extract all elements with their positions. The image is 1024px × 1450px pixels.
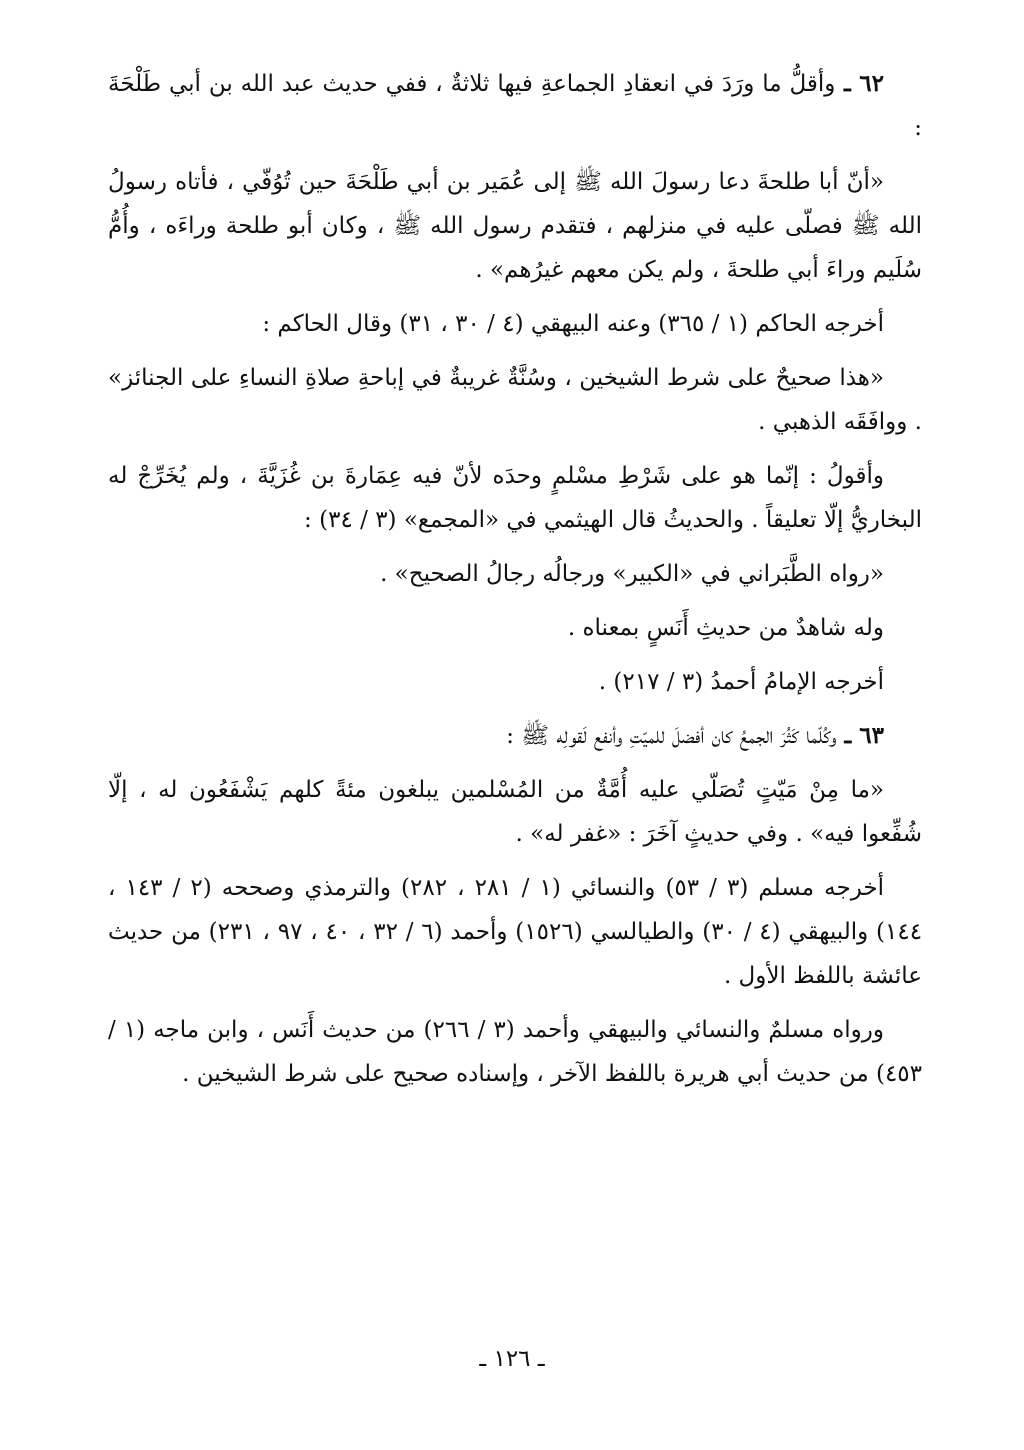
citation-paragraph: [108, 1008, 922, 1096]
page-body: [108, 62, 922, 1096]
paragraph-text: ورواه مسلمٌ والنسائي والبيهقي وأحمد (٣ / ٢٦٦) من حديث أَنَس ، وابن ماجه (١ / ٤٥٣) من حديث أبي هريرة باللفظ الآخر ، وإسناده صحيح على شرط الشيخين .: [108, 1017, 922, 1087]
section-number: ٦٣ ـ: [836, 722, 884, 749]
hadith-quote: [108, 768, 922, 856]
citation-paragraph: [108, 660, 922, 704]
paragraph-text: وله شاهدٌ من حديثِ أَنَسٍ بمعناه .: [567, 615, 884, 641]
haythami-quote: [108, 552, 922, 596]
paragraph-text: أخرجه الإمامُ أحمدُ (٣ / ٢١٧) .: [598, 669, 884, 695]
hakim-quote: [108, 356, 922, 444]
paragraph-text: «ما مِنْ مَيّتٍ تُصَلّي عليه أُمَّةٌ من المُسْلمين يبلغون مئةً كلهم يَشْفَعُون له ، إلّا شُفِّعوا فيه» . وفي حديثٍ آخَرَ : «غفر له» .: [108, 777, 922, 847]
paragraph-text: «أنّ أبا طلحةَ دعا رسولَ الله ﷺ إلى عُمَير بن أبي طَلْحَةَ حين تُوُفّي ، فأتاه رسولُ الله ﷺ فصلّى عليه في منزلهم ، فتقدم رسول الله ﷺ ، وكان أبو طلحة وراءَه ، وأُمُّ سُلَيم وراءَ أبي طلحةَ ، ولم يكن معهم غيرُهم» .: [108, 169, 922, 283]
citation-paragraph: [108, 866, 922, 998]
section-number: ٦٢ ـ: [835, 70, 884, 97]
witness-paragraph: [108, 606, 922, 650]
paragraph-text: وأقلُّ ما ورَدَ في انعقادِ الجماعةِ فيها ثلاثةٌ ، ففي حديث عبد الله بن أبي طَلْحَةَ :: [108, 71, 922, 141]
paragraph-text: أخرجه الحاكم (١ / ٣٦٥) وعنه البيهقي (٤ / ٣٠ ، ٣١) وقال الحاكم :: [262, 311, 884, 337]
page-number: ـ ١٢٦ ـ: [479, 1346, 545, 1372]
paragraph-text: أخرجه مسلم (٣ / ٥٣) والنسائي (١ / ٢٨١ ، ٢٨٢) والترمذي وصححه (٢ / ١٤٣ ، ١٤٤) والبيهقي (٤ / ٣٠) والطيالسي (١٥٢٦) وأحمد (٦ / ٣٢ ، ٤٠ ، ٩٧ ، ٢٣١) من حديث عائشة باللفظ الأول .: [108, 875, 923, 989]
hadith-quote: [108, 160, 922, 292]
paragraph-text: وكُلّما كَثُرَ الجمعُ كان أفضلَ للميّتِ وأنفع لَقولِه ﷺ :: [506, 723, 837, 749]
author-comment: [108, 454, 922, 542]
citation-paragraph: [108, 302, 922, 346]
paragraph-text: «هذا صحيحٌ على شرط الشيخين ، وسُنَّةٌ غريبةٌ في إباحةِ صلاةِ النساءِ على الجنائز» . ووافَقَه الذهبي .: [108, 365, 922, 435]
paragraph-62: [108, 62, 922, 150]
paragraph-63: [108, 714, 922, 758]
paragraph-text: وأقولُ : إنّما هو على شَرْطِ مسْلمٍ وحدَه لأنّ فيه عِمَارةَ بن غُزَيَّةَ ، ولم يُخَرِّجْ له البخاريُّ إلّا تعليقاً . والحديثُ قال الهيثمي في «المجمع» (٣ / ٣٤) :: [108, 463, 922, 533]
paragraph-text: «رواه الطَّبَراني في «الكبير» ورجالُه رجالُ الصحيح» .: [380, 561, 884, 587]
